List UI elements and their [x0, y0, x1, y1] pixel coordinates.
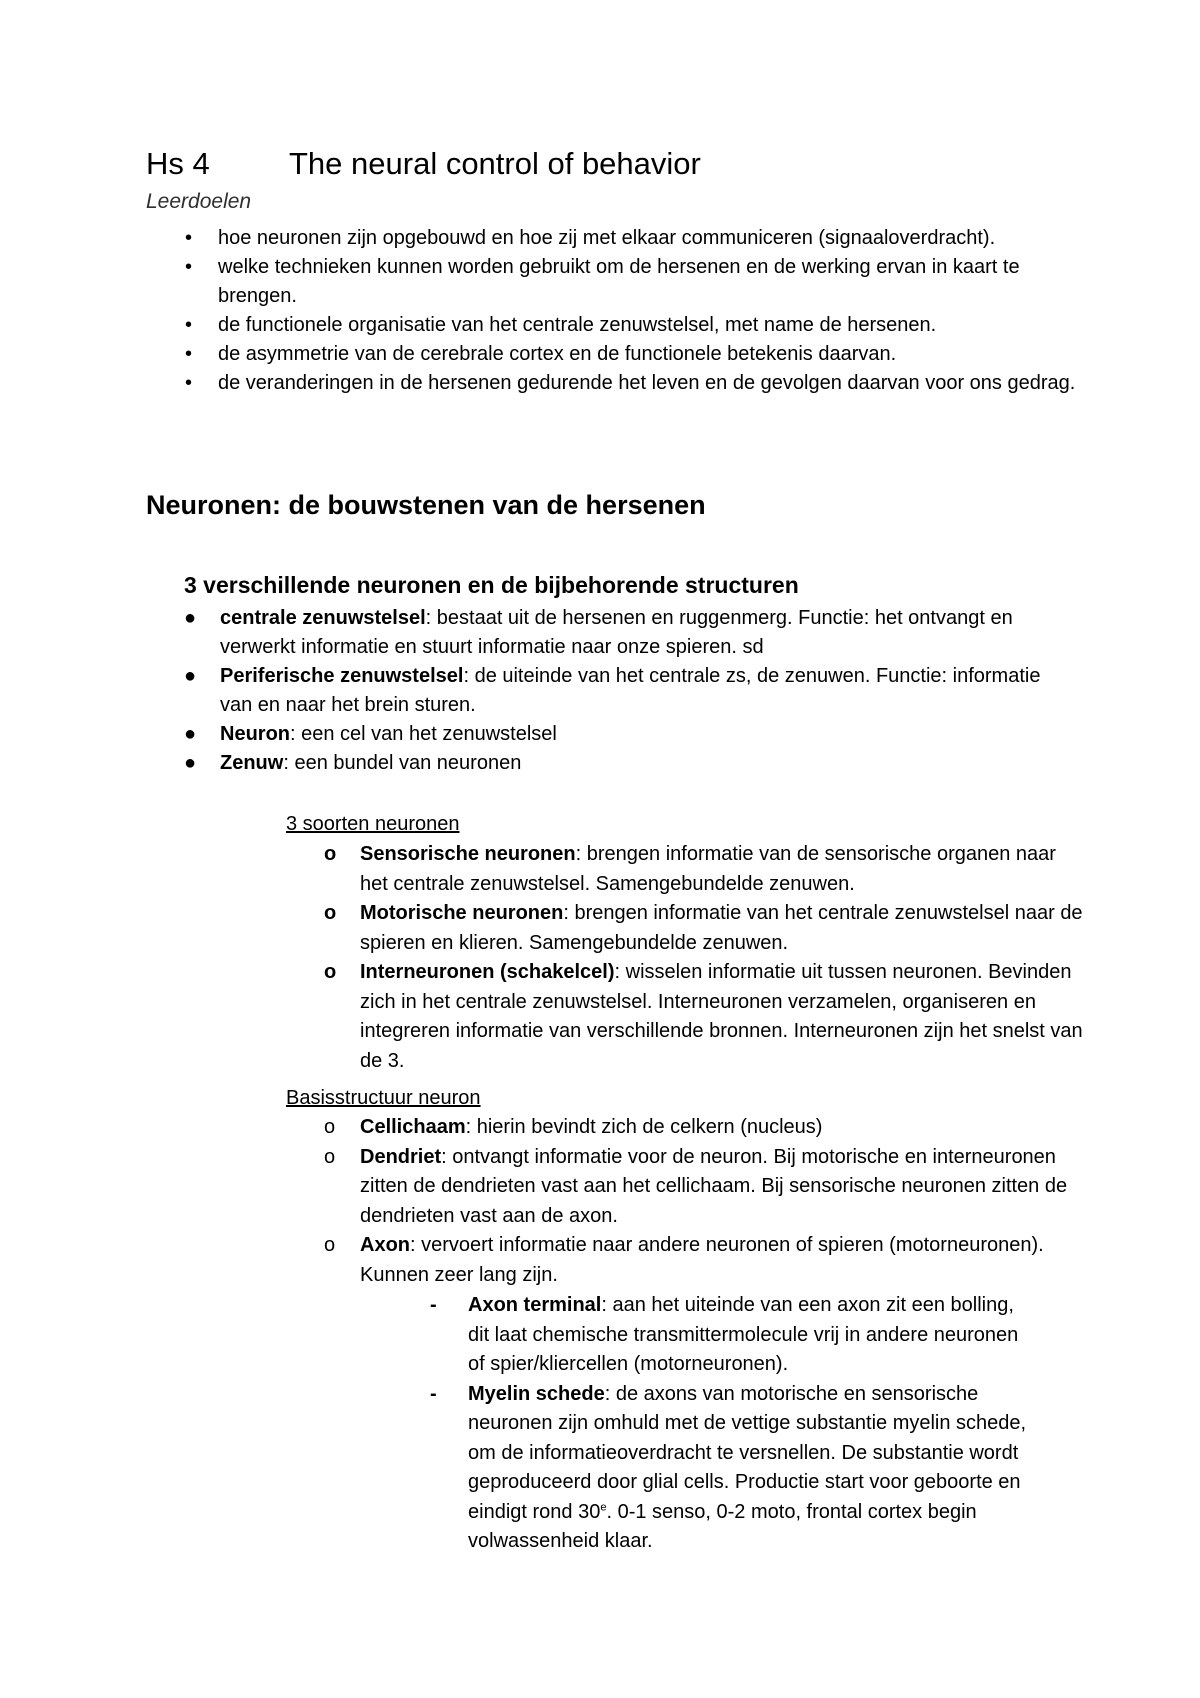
bullet-icon: ●: [184, 752, 197, 774]
subsection-heading: 3 verschillende neuronen en de bijbehorende structuren: [184, 572, 799, 598]
list-item: o Interneuronen (schakelcel): wisselen informatie uit tussen neuronen. Bevinden zich in het centrale zenuwstelsel. Interneuronen verzamelen, organiseren en integreren informatie van verschillende bronnen. Interneuronen zijn het snelst van de 3.: [286, 958, 1086, 1076]
list-item: ● Neuron: een cel van het zenuwstelsel: [184, 720, 1074, 749]
circle-bullet-icon: o: [324, 1145, 336, 1168]
chapter-title-text: The neural control of behavior: [289, 146, 701, 181]
list-item: ● Zenuw: een bundel van neuronen: [184, 749, 1074, 778]
circle-bullet-icon: o: [324, 1116, 336, 1138]
learning-goals-list: [146, 224, 1076, 398]
list-item: - Axon terminal: aan het uiteinde van een axon zit een bolling, dit laat chemische transmittermolecule vrij in andere neuronen of spier/kliercellen (motorneuronen).: [428, 1291, 1028, 1380]
definitions-list: [184, 604, 1074, 778]
list-item: o Cellichaam: hierin bevindt zich de celkern (nucleus): [286, 1113, 1086, 1143]
neuron-types-heading: 3 soorten neuronen: [286, 813, 460, 835]
bullet-icon: •: [185, 314, 193, 336]
list-item: • de functionele organisatie van het centrale zenuwstelsel, met name de hersenen.: [146, 311, 1076, 340]
axon-sub-list: [428, 1291, 1028, 1557]
circle-bullet-icon: o: [324, 1234, 336, 1256]
list-item: • hoe neuronen zijn opgebouwd en hoe zij met elkaar communiceren (signaaloverdracht).: [146, 224, 1076, 253]
list-item: o Motorische neuronen: brengen informatie van het centrale zenuwstelsel naar de spieren en klieren. Samengebundelde zenuwen.: [286, 899, 1086, 958]
bullet-icon: •: [185, 256, 193, 278]
dash-bullet-icon: -: [430, 1294, 437, 1316]
list-item: - Myelin schede: de axons van motorische en sensorische neuronen zijn omhuld met de vettige substantie myelin schede, om de informatieoverdracht te versnellen. De substantie wordt geproduceerd door glial cells. Productie start voor geboorte en eindigt rond 30e. 0-1 senso, 0-2 moto, frontal cortex begin volwassenheid klaar.: [428, 1380, 1028, 1557]
list-item: • de veranderingen in de hersenen gedurende het leven en de gevolgen daarvan voor ons gedrag.: [146, 369, 1076, 398]
bullet-icon: ●: [184, 607, 197, 629]
list-item: o Sensorische neuronen: brengen informatie van de sensorische organen naar het centrale zenuwstelsel. Samengebundelde zenuwen.: [286, 840, 1086, 899]
section-heading: Neuronen: de bouwstenen van de hersenen: [146, 490, 706, 520]
dash-bullet-icon: -: [430, 1382, 437, 1405]
list-item: o Dendriet: ontvangt informatie voor de neuron. Bij motorische en interneuronen zitten de dendrieten vast aan het cellichaam. Bij sensorische neuronen zitten de dendrieten vast aan de axon.: [286, 1143, 1086, 1232]
bullet-icon: •: [185, 227, 193, 249]
circle-bullet-icon: o: [324, 843, 337, 865]
bullet-icon: •: [185, 372, 193, 394]
neuron-structure-heading: Basisstructuur neuron: [286, 1087, 481, 1109]
circle-bullet-icon: o: [324, 902, 337, 924]
chapter-number: Hs 4: [146, 146, 210, 181]
bullet-icon: ●: [184, 665, 197, 687]
neuron-structure-list: [286, 1113, 1086, 1290]
neuron-types-list: [286, 840, 1086, 1076]
bullet-icon: ●: [184, 723, 197, 745]
chapter-title: [146, 144, 701, 184]
bullet-icon: •: [185, 343, 193, 365]
list-item: ● Periferische zenuwstelsel: de uiteinde van het centrale zs, de zenuwen. Functie: informatie van en naar het brein sturen.: [184, 662, 1074, 720]
list-item: ● centrale zenuwstelsel: bestaat uit de hersenen en ruggenmerg. Functie: het ontvangt en verwerkt informatie en stuurt informatie naar onze spieren. sd: [184, 604, 1074, 662]
list-item: • welke technieken kunnen worden gebruikt om de hersenen en de werking ervan in kaart te brengen.: [146, 253, 1076, 311]
learning-goals-heading: Leerdoelen: [146, 190, 252, 213]
list-item: • de asymmetrie van de cerebrale cortex en de functionele betekenis daarvan.: [146, 340, 1076, 369]
list-item: o Axon: vervoert informatie naar andere neuronen of spieren (motorneuronen). Kunnen zeer lang zijn.: [286, 1231, 1086, 1290]
circle-bullet-icon: o: [324, 961, 337, 983]
